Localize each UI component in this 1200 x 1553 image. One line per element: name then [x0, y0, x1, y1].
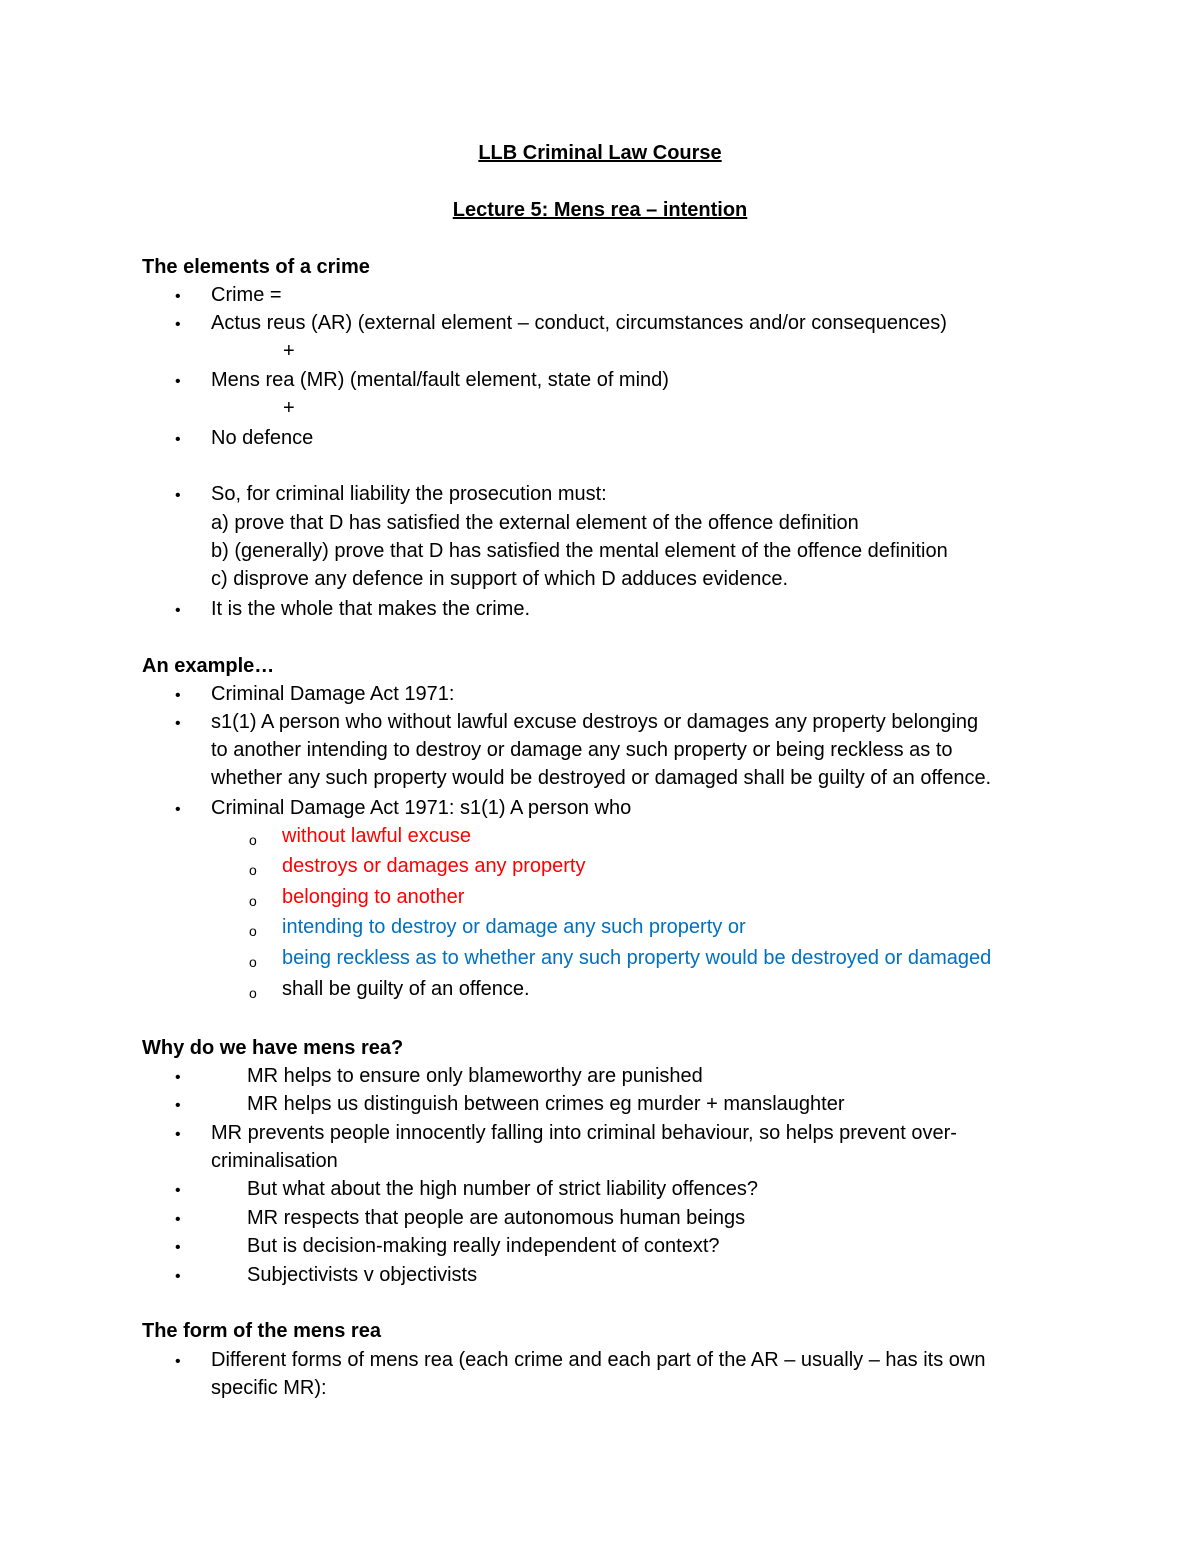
list-item: Actus reus (AR) (external element – conduct, circumstances and/or consequences)	[211, 312, 947, 334]
list-item: Criminal Damage Act 1971:	[211, 683, 455, 705]
list-item: MR respects that people are autonomous human beings	[247, 1207, 746, 1229]
list-item: Criminal Damage Act 1971: s1(1) A person who	[211, 797, 632, 819]
list-item: s1(1) A person who without lawful excuse destroys or damages any property belonging	[211, 711, 979, 733]
bullet-glyph: •	[175, 373, 181, 390]
bullet-glyph: •	[175, 316, 181, 333]
list-item: Mens rea (MR) (mental/fault element, state of mind)	[211, 369, 669, 391]
lecture-title: Lecture 5: Mens rea – intention	[452, 199, 748, 221]
list-item: criminalisation	[211, 1150, 338, 1172]
list-item: Different forms of mens rea (each crime and each part of the AR – usually – has its own	[211, 1349, 986, 1371]
sub-bullet-glyph: o	[249, 923, 257, 939]
list-item: MR helps to ensure only blameworthy are punished	[247, 1065, 703, 1087]
breakdown-item: belonging to another	[282, 886, 465, 908]
bullet-glyph: •	[175, 715, 181, 732]
breakdown-item: shall be guilty of an offence.	[282, 978, 530, 1000]
bullet-glyph: •	[175, 602, 181, 619]
breakdown-item: without lawful excuse	[282, 825, 471, 847]
bullet-glyph: •	[175, 487, 181, 504]
sub-bullet-glyph: o	[249, 832, 257, 848]
plus-sign: +	[283, 340, 295, 362]
list-item: It is the whole that makes the crime.	[211, 598, 531, 620]
bullet-glyph: •	[175, 1239, 181, 1256]
list-item: But is decision-making really independent of context?	[247, 1235, 720, 1257]
breakdown-item: intending to destroy or damage any such property or	[282, 916, 746, 938]
bullet-glyph: •	[175, 288, 181, 305]
list-item: No defence	[211, 427, 314, 449]
sub-bullet-glyph: o	[249, 862, 257, 878]
breakdown-item: being reckless as to whether any such property would be destroyed or damaged	[282, 947, 992, 969]
sub-bullet-glyph: o	[249, 985, 257, 1001]
bullet-glyph: •	[175, 1211, 181, 1228]
bullet-glyph: •	[175, 431, 181, 448]
list-item: MR helps us distinguish between crimes eg murder + manslaughter	[247, 1093, 845, 1115]
list-item: whether any such property would be destroyed or damaged shall be guilty of an offence.	[211, 767, 992, 789]
sub-bullet-glyph: o	[249, 954, 257, 970]
sub-bullet-glyph: o	[249, 893, 257, 909]
plus-sign: +	[283, 397, 295, 419]
bullet-glyph: •	[175, 1353, 181, 1370]
list-item: b) (generally) prove that D has satisfied the mental element of the offence definition	[211, 540, 948, 562]
list-item: MR prevents people innocently falling into criminal behaviour, so helps prevent over-	[211, 1122, 957, 1144]
list-item: So, for criminal liability the prosecution must:	[211, 483, 607, 505]
breakdown-item: destroys or damages any property	[282, 855, 586, 877]
bullet-glyph: •	[175, 1126, 181, 1143]
why-heading: Why do we have mens rea?	[142, 1037, 404, 1059]
list-item: to another intending to destroy or damage any such property or being reckless as to	[211, 739, 953, 761]
example-heading: An example…	[142, 655, 275, 677]
list-item: c) disprove any defence in support of which D adduces evidence.	[211, 568, 789, 590]
form-heading: The form of the mens rea	[142, 1320, 381, 1342]
bullet-glyph: •	[175, 687, 181, 704]
list-item: Crime =	[211, 284, 282, 306]
course-title: LLB Criminal Law Course	[478, 142, 722, 164]
list-item: Subjectivists v objectivists	[247, 1264, 478, 1286]
bullet-glyph: •	[175, 1268, 181, 1285]
bullet-glyph: •	[175, 801, 181, 818]
list-item: a) prove that D has satisfied the external element of the offence definition	[211, 512, 859, 534]
elements-heading: The elements of a crime	[142, 256, 370, 278]
list-item: But what about the high number of strict liability offences?	[247, 1178, 759, 1200]
bullet-glyph: •	[175, 1182, 181, 1199]
list-item: specific MR):	[211, 1377, 327, 1399]
bullet-glyph: •	[175, 1097, 181, 1114]
bullet-glyph: •	[175, 1069, 181, 1086]
